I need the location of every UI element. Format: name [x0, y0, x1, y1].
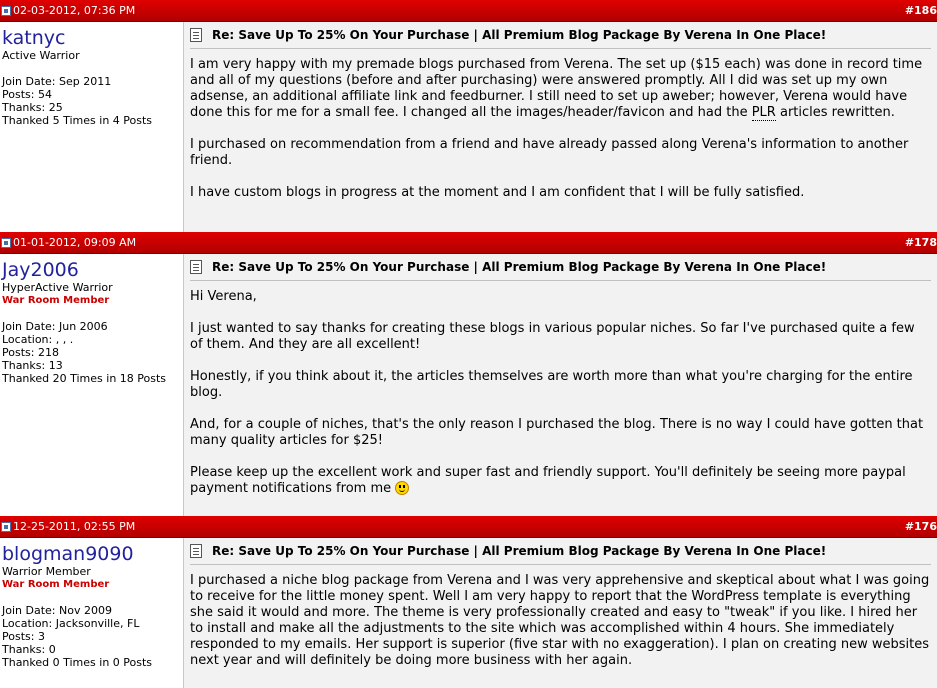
post-text — [190, 289, 931, 497]
paragraph: I am very happy with my premade blogs purchased from Verena. The set up ($15 each) was done in record time and all of my questions (before and after purchasing) were answered promptly. All I did was set up my own adsense, an additional affiliate link and feedburner. I still need to set up aweber; however, Verena would have done this for me for a small fee. I changed all the images/header/favicon and had the PLR articles rewritten. — [190, 57, 923, 120]
username-link[interactable]: Jay2006 — [2, 259, 79, 281]
post-header — [0, 0, 937, 22]
thanks-count: Thanks: 13 — [2, 359, 63, 372]
thanks-count: Thanks: 0 — [2, 643, 56, 656]
paragraph: I purchased a niche blog package from Verena and I was very apprehensive and skeptical about what I was going to receive for the little money spent. Well I am very happy to report that the WordPress template is everything she said it would and more. The theme is very professionally created and easy to "tweak" if you like. I hired her to install and make all the adjustments to the site which was accomplished within 4 hours. She immediately responded to my emails. Her support is superior (five star with no exaggeration). I plan on creating new websites next year and will definitely be doing more business with her again. — [190, 573, 930, 668]
thanked-count: Thanked 5 Times in 4 Posts — [2, 114, 153, 127]
paragraph: Honestly, if you think about it, the articles themselves are worth more than what you're charging for the entire blog. — [190, 369, 913, 400]
post-date: 02-03-2012, 07:36 PM — [13, 4, 136, 17]
post-title — [190, 23, 931, 49]
paragraph: I have custom blogs in progress at the moment and I am confident that I will be fully satisfied. — [190, 185, 805, 200]
username-link[interactable]: katnyc — [2, 27, 66, 49]
paragraph: Please keep up the excellent work and super fast and friendly support. You'll definitely be seeing more paypal payment notifications from me — [190, 465, 906, 496]
thanked-count: Thanked 20 Times in 18 Posts — [2, 372, 167, 385]
user-info — [0, 22, 184, 232]
username-link[interactable]: blogman9090 — [2, 543, 134, 565]
post-message — [184, 254, 937, 516]
post-count: Posts: 3 — [2, 630, 45, 643]
user-rank: War Room Member — [2, 295, 110, 306]
post-title — [190, 255, 931, 281]
post-status-icon — [1, 522, 11, 532]
user-stats — [2, 604, 183, 669]
post-number-link[interactable]: #186 — [904, 4, 937, 17]
post-body — [0, 22, 937, 232]
post — [0, 0, 937, 232]
post-title-text: Re: Save Up To 25% On Your Purchase | All Premium Blog Package By Verena In One Place! — [212, 544, 827, 558]
join-date: Join Date: Jun 2006 — [2, 320, 108, 333]
post-message — [184, 538, 937, 688]
paragraph: I purchased on recommendation from a friend and have already passed along Verena's information to another friend. — [190, 137, 909, 168]
post-title-text: Re: Save Up To 25% On Your Purchase | All Premium Blog Package By Verena In One Place! — [212, 260, 827, 274]
location: Location: , , . — [2, 333, 74, 346]
user-title: Warrior Member — [2, 565, 91, 578]
join-date: Join Date: Nov 2009 — [2, 604, 112, 617]
user-title: Active Warrior — [2, 49, 80, 62]
user-rank: War Room Member — [2, 579, 110, 590]
user-info — [0, 254, 184, 516]
user-stats — [2, 320, 183, 385]
plr-acronym: PLR — [751, 105, 776, 120]
post-number-link[interactable]: #178 — [904, 236, 937, 249]
location: Location: Jacksonville, FL — [2, 617, 140, 630]
post-date: 01-01-2012, 09:09 AM — [13, 236, 137, 249]
post — [0, 232, 937, 516]
post-message — [184, 22, 937, 232]
join-date: Join Date: Sep 2011 — [2, 75, 112, 88]
user-info — [0, 538, 184, 688]
thanks-count: Thanks: 25 — [2, 101, 63, 114]
post-count: Posts: 54 — [2, 88, 52, 101]
post-title-text: Re: Save Up To 25% On Your Purchase | All Premium Blog Package By Verena In One Place! — [212, 28, 827, 42]
user-title: HyperActive Warrior — [2, 281, 113, 294]
post-count: Posts: 218 — [2, 346, 59, 359]
post-text — [190, 573, 931, 669]
post-text — [190, 57, 931, 201]
post-body — [0, 254, 937, 516]
post-header — [0, 232, 937, 254]
paragraph: Hi Verena, — [190, 289, 257, 304]
document-icon — [190, 28, 202, 42]
document-icon — [190, 544, 202, 558]
user-stats — [2, 75, 183, 127]
post-date: 12-25-2011, 02:55 PM — [13, 520, 136, 533]
post-number-link[interactable]: #176 — [904, 520, 937, 533]
post-body — [0, 538, 937, 688]
document-icon — [190, 260, 202, 274]
post-status-icon — [1, 238, 11, 248]
post — [0, 516, 937, 688]
paragraph: And, for a couple of niches, that's the only reason I purchased the blog. There is no way I could have gotten that many quality articles for $25! — [190, 417, 924, 448]
post-title — [190, 539, 931, 565]
post-header — [0, 516, 937, 538]
thanked-count: Thanked 0 Times in 0 Posts — [2, 656, 153, 669]
paragraph: I just wanted to say thanks for creating these blogs in various popular niches. So far I've purchased quite a few of them. And they are all excellent! — [190, 321, 915, 352]
smiley-icon — [395, 481, 409, 495]
post-status-icon — [1, 6, 11, 16]
